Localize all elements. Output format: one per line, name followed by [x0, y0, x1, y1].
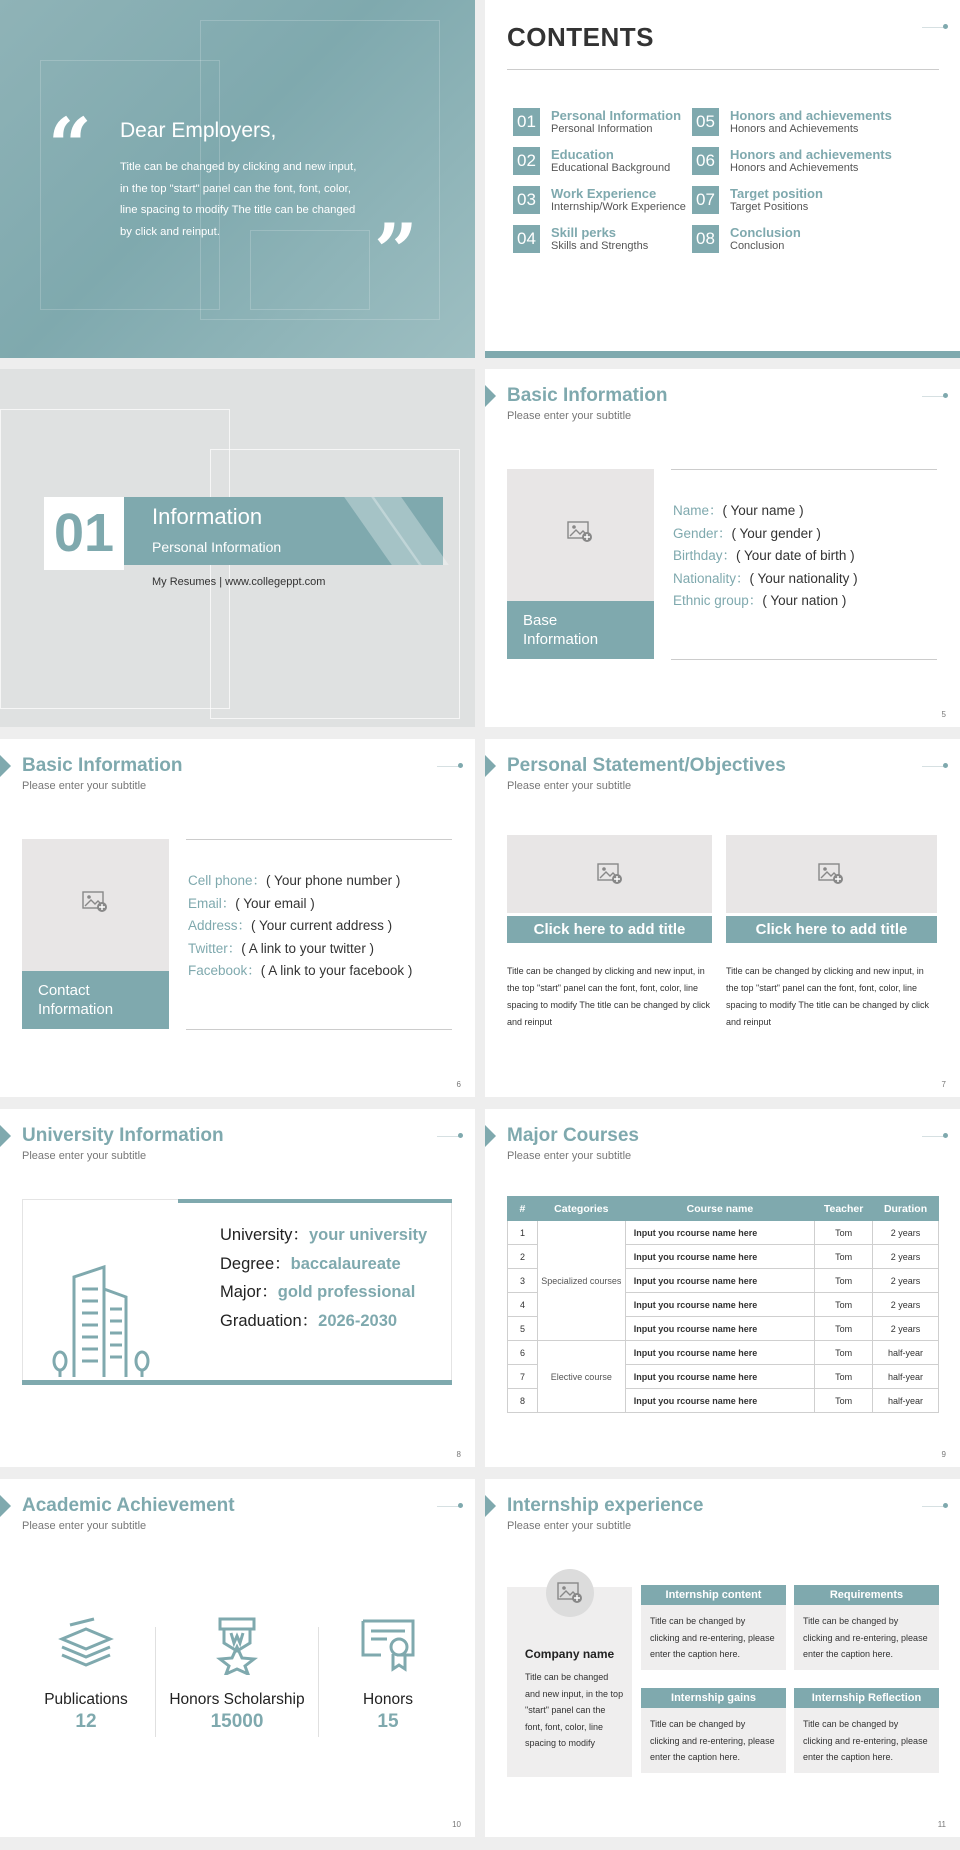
corner-deco — [922, 1503, 948, 1509]
slide-title: University Information — [22, 1125, 224, 1146]
internship-card — [641, 1688, 786, 1773]
info-value: ( Your nationality ) — [749, 570, 858, 586]
course-name-cell: Input you rcourse name here — [625, 1221, 814, 1245]
caption-line: Information — [523, 631, 599, 648]
page-number: 5 — [941, 710, 946, 719]
university-row — [220, 1278, 415, 1302]
divider — [507, 69, 939, 70]
card-body-text: Title can be changed by clicking and new input, in the top "start" panel can the font, font, color, line spacing to modify The title can be changed by click and reinput — [726, 966, 929, 1027]
header-marker — [485, 385, 496, 407]
company-logo-placeholder[interactable] — [546, 1569, 594, 1617]
university-key: Degree： — [220, 1254, 291, 1273]
courses-table — [507, 1196, 939, 1413]
photo-placeholder[interactable] — [726, 835, 937, 913]
course-name-cell: Input you rcourse name here — [625, 1389, 814, 1413]
duration-cell: half-year — [873, 1389, 939, 1413]
duration-cell: 2 years — [873, 1293, 939, 1317]
duration-cell: half-year — [873, 1365, 939, 1389]
university-value: gold professional — [277, 1283, 416, 1301]
info-row — [188, 869, 400, 889]
slide-basic-info-2 — [0, 739, 475, 1097]
caption-line: Base — [523, 612, 558, 629]
university-key: Graduation： — [220, 1311, 319, 1330]
university-value: baccalaureate — [290, 1254, 401, 1273]
accent-bar — [22, 1380, 452, 1385]
toc-title: Education — [551, 147, 614, 162]
achievement-value: 12 — [75, 1711, 97, 1732]
header-marker — [485, 1495, 496, 1517]
column-header: Teacher — [815, 1197, 873, 1221]
toc-title: Work Experience — [551, 186, 657, 201]
info-row — [673, 544, 855, 564]
row-number: 2 — [508, 1245, 538, 1269]
info-row — [673, 589, 846, 609]
toc-subtitle: Honors and Achievements — [730, 162, 859, 174]
divider — [671, 659, 937, 660]
teacher-cell: Tom — [815, 1293, 873, 1317]
row-number: 8 — [508, 1389, 538, 1413]
achievement-item — [16, 1617, 156, 1733]
column-header: Duration — [873, 1197, 939, 1221]
course-name-cell: Input you rcourse name here — [625, 1245, 814, 1269]
divider — [186, 839, 452, 840]
corner-deco — [922, 393, 948, 399]
page-number: 11 — [937, 1820, 946, 1829]
toc-title: Skill perks — [551, 225, 617, 240]
toc-number: 07 — [692, 186, 719, 214]
university-value: your university — [308, 1226, 428, 1244]
card-heading: Internship content — [641, 1585, 786, 1605]
info-value: ( Your date of birth ) — [736, 548, 855, 563]
greeting: Dear Employers, — [120, 119, 277, 142]
internship-card — [641, 1585, 786, 1670]
header-marker — [0, 1495, 11, 1517]
table-row — [508, 1221, 939, 1245]
achievement-item — [318, 1617, 458, 1733]
divider — [186, 1029, 452, 1030]
slide-subtitle: Please enter your subtitle — [22, 1520, 147, 1532]
image-add-icon — [557, 1582, 583, 1604]
toc-title: Honors and achievements — [730, 108, 892, 123]
caption-line: Information — [38, 1001, 114, 1018]
row-number: 5 — [508, 1317, 538, 1341]
card-heading: Internship gains — [641, 1688, 786, 1708]
achievement-value: 15 — [377, 1711, 399, 1732]
info-row — [188, 892, 315, 912]
bottom-bar — [485, 351, 960, 358]
row-number: 4 — [508, 1293, 538, 1317]
header-marker — [0, 755, 11, 777]
card-heading: Internship Reflection — [794, 1688, 939, 1708]
header-marker — [485, 1125, 496, 1147]
section-number: 01 — [44, 497, 124, 570]
image-add-icon — [818, 863, 844, 885]
achievement-label: Honors Scholarship — [169, 1691, 305, 1708]
slide-section-01 — [0, 369, 475, 727]
info-row — [673, 522, 821, 542]
teacher-cell: Tom — [815, 1221, 873, 1245]
toc-title: Target position — [730, 186, 823, 201]
achievement-label: Publications — [44, 1691, 128, 1708]
slide-title: Personal Statement/Objectives — [507, 755, 786, 776]
info-row — [188, 914, 392, 934]
caption-box — [507, 601, 654, 659]
table-row — [508, 1341, 939, 1365]
table-body — [508, 1221, 939, 1413]
column-header: Course name — [625, 1197, 814, 1221]
slide-title: Internship experience — [507, 1495, 704, 1516]
header-marker — [485, 755, 496, 777]
info-row — [673, 499, 804, 519]
certificate-icon — [318, 1617, 458, 1677]
row-number: 6 — [508, 1341, 538, 1365]
toc-number: 04 — [513, 225, 540, 253]
info-key: Cell phone： — [188, 873, 267, 888]
toc-number: 05 — [692, 108, 719, 136]
toc-subtitle: Honors and Achievements — [730, 123, 859, 135]
contents-title: CONTENTS — [507, 22, 654, 52]
photo-placeholder[interactable] — [507, 835, 712, 913]
slide-contents — [485, 0, 960, 358]
toc-title: Conclusion — [730, 225, 801, 240]
slide-subtitle: Please enter your subtitle — [22, 1150, 147, 1162]
info-key: Ethnic group： — [673, 593, 763, 608]
achievement-item — [167, 1617, 307, 1733]
duration-cell: 2 years — [873, 1317, 939, 1341]
info-key: Address： — [188, 918, 252, 933]
teacher-cell: Tom — [815, 1341, 873, 1365]
slide-subtitle: Please enter your subtitle — [507, 410, 632, 422]
card-text: Title can be changed by clicking and re-entering, please enter the caption here. — [803, 1616, 928, 1659]
toc-number: 08 — [692, 225, 719, 253]
column-header: # — [508, 1197, 538, 1221]
info-value: ( Your name ) — [722, 503, 804, 518]
slide-major-courses — [485, 1109, 960, 1467]
divider — [155, 1627, 156, 1737]
info-value: ( Your current address ) — [251, 918, 393, 933]
caption-line: Contact — [38, 982, 90, 999]
info-key: Name： — [673, 503, 723, 518]
toc-subtitle: Skills and Strengths — [551, 240, 649, 252]
caption-box — [22, 971, 169, 1029]
achievement-value: 15000 — [210, 1711, 264, 1732]
university-row — [220, 1221, 427, 1245]
toc-title: Honors and achievements — [730, 147, 892, 162]
university-key: Major： — [220, 1283, 278, 1301]
image-add-icon — [82, 891, 108, 913]
info-row — [188, 959, 412, 979]
slide-academic-achievement — [0, 1479, 475, 1837]
image-add-icon — [597, 863, 623, 885]
corner-deco — [922, 24, 948, 30]
toc-subtitle: Personal Information — [551, 123, 653, 135]
category-cell: Elective course — [537, 1341, 625, 1413]
slide-subtitle: Please enter your subtitle — [507, 1520, 632, 1532]
slide-title: Major Courses — [507, 1125, 639, 1146]
slide-subtitle: Please enter your subtitle — [507, 1150, 632, 1162]
medal-icon — [167, 1617, 307, 1677]
course-name-cell: Input you rcourse name here — [625, 1317, 814, 1341]
teacher-cell: Tom — [815, 1389, 873, 1413]
slide-basic-info-1 — [485, 369, 960, 727]
row-number: 1 — [508, 1221, 538, 1245]
accent-bar — [178, 1199, 452, 1203]
toc-subtitle: Educational Background — [551, 162, 671, 174]
info-key: Gender： — [673, 525, 732, 541]
info-row — [188, 937, 374, 957]
info-value: ( A link to your facebook ) — [260, 963, 413, 978]
info-key: Twitter： — [188, 940, 242, 956]
internship-card — [794, 1688, 939, 1773]
section-title: Information — [152, 504, 263, 529]
slide-subtitle: Please enter your subtitle — [22, 780, 147, 792]
toc-subtitle: Target Positions — [730, 201, 809, 213]
info-key: Email： — [188, 895, 236, 911]
table-header-row — [508, 1197, 939, 1221]
column-header: Categories — [537, 1197, 625, 1221]
teacher-cell: Tom — [815, 1269, 873, 1293]
card-title-button[interactable]: Click here to add title — [726, 916, 937, 943]
company-description: Title can be changed and new input, in the top "start" panel can the font, font, color, line spacing to modify — [525, 1672, 624, 1748]
university-value: 2026-2030 — [318, 1311, 398, 1330]
row-number: 7 — [508, 1365, 538, 1389]
info-key: Birthday： — [673, 548, 737, 563]
toc-number: 06 — [692, 147, 719, 175]
cover-body-text: Title can be changed by clicking and new input, in the top "start" panel can the font, font, color, line spacing to modify The title can be changed by click and reinput. — [120, 161, 357, 238]
card-heading: Requirements — [794, 1585, 939, 1605]
info-key: Nationality： — [673, 570, 750, 586]
slide-subtitle: Please enter your subtitle — [507, 780, 632, 792]
teacher-cell: Tom — [815, 1317, 873, 1341]
page-number: 8 — [456, 1450, 461, 1459]
toc-subtitle: Internship/Work Experience — [551, 201, 686, 213]
page-number: 9 — [941, 1450, 946, 1459]
category-cell: Specialized courses — [537, 1221, 625, 1341]
university-key: University： — [220, 1226, 309, 1244]
toc-number: 01 — [513, 108, 540, 136]
duration-cell: 2 years — [873, 1221, 939, 1245]
image-add-icon — [567, 521, 593, 543]
corner-deco — [922, 763, 948, 769]
section-subtitle: Personal Information — [152, 539, 282, 555]
quote-close-icon: ” — [374, 207, 418, 296]
card-body-text: Title can be changed by clicking and new input, in the top "start" panel can the font, font, color, line spacing to modify The title can be changed by click and reinput — [507, 966, 710, 1027]
teacher-cell: Tom — [815, 1365, 873, 1389]
duration-cell: half-year — [873, 1341, 939, 1365]
toc-number: 02 — [513, 147, 540, 175]
card-text: Title can be changed by clicking and re-entering, please enter the caption here. — [650, 1616, 775, 1659]
info-row — [673, 567, 858, 587]
course-name-cell: Input you rcourse name here — [625, 1293, 814, 1317]
slide-cover — [0, 0, 475, 358]
toc-number: 03 — [513, 186, 540, 214]
quote-open-icon: “ — [48, 101, 92, 190]
building-icon — [52, 1249, 182, 1381]
header-marker — [0, 1125, 11, 1147]
info-value: ( Your email ) — [235, 895, 315, 911]
slide-university-info — [0, 1109, 475, 1467]
achievement-label: Honors — [363, 1691, 413, 1708]
row-number: 3 — [508, 1269, 538, 1293]
duration-cell: 2 years — [873, 1269, 939, 1293]
slide-personal-statement — [485, 739, 960, 1097]
course-name-cell: Input you rcourse name here — [625, 1269, 814, 1293]
corner-deco — [437, 763, 463, 769]
corner-deco — [437, 1133, 463, 1139]
page-number: 7 — [941, 1080, 946, 1089]
course-name-cell: Input you rcourse name here — [625, 1365, 814, 1389]
card-text: Title can be changed by clicking and re-entering, please enter the caption here. — [803, 1719, 928, 1762]
internship-card — [794, 1585, 939, 1670]
toc-title: Personal Information — [551, 108, 682, 123]
info-value: ( Your phone number ) — [266, 873, 401, 888]
slide-internship — [485, 1479, 960, 1837]
info-value: ( Your nation ) — [762, 593, 847, 608]
books-icon — [16, 1617, 156, 1677]
teacher-cell: Tom — [815, 1245, 873, 1269]
toc-subtitle: Conclusion — [730, 240, 785, 252]
slide-title: Academic Achievement — [22, 1495, 235, 1516]
slide-title: Basic Information — [507, 385, 668, 406]
university-row — [220, 1307, 397, 1331]
university-row — [220, 1250, 401, 1274]
page-number: 6 — [456, 1080, 461, 1089]
site-caption: My Resumes | www.collegeppt.com — [152, 576, 326, 588]
card-text: Title can be changed by clicking and re-entering, please enter the caption here. — [650, 1719, 775, 1762]
info-key: Facebook： — [188, 963, 261, 978]
duration-cell: 2 years — [873, 1245, 939, 1269]
card-title-button[interactable]: Click here to add title — [507, 916, 712, 943]
page-number: 10 — [452, 1820, 461, 1829]
course-name-cell: Input you rcourse name here — [625, 1341, 814, 1365]
company-name: Company name — [524, 1647, 615, 1661]
corner-deco — [922, 1133, 948, 1139]
slide-title: Basic Information — [22, 755, 183, 776]
divider — [671, 469, 937, 470]
info-value: ( Your gender ) — [731, 525, 821, 541]
info-value: ( A link to your twitter ) — [241, 940, 375, 956]
corner-deco — [437, 1503, 463, 1509]
